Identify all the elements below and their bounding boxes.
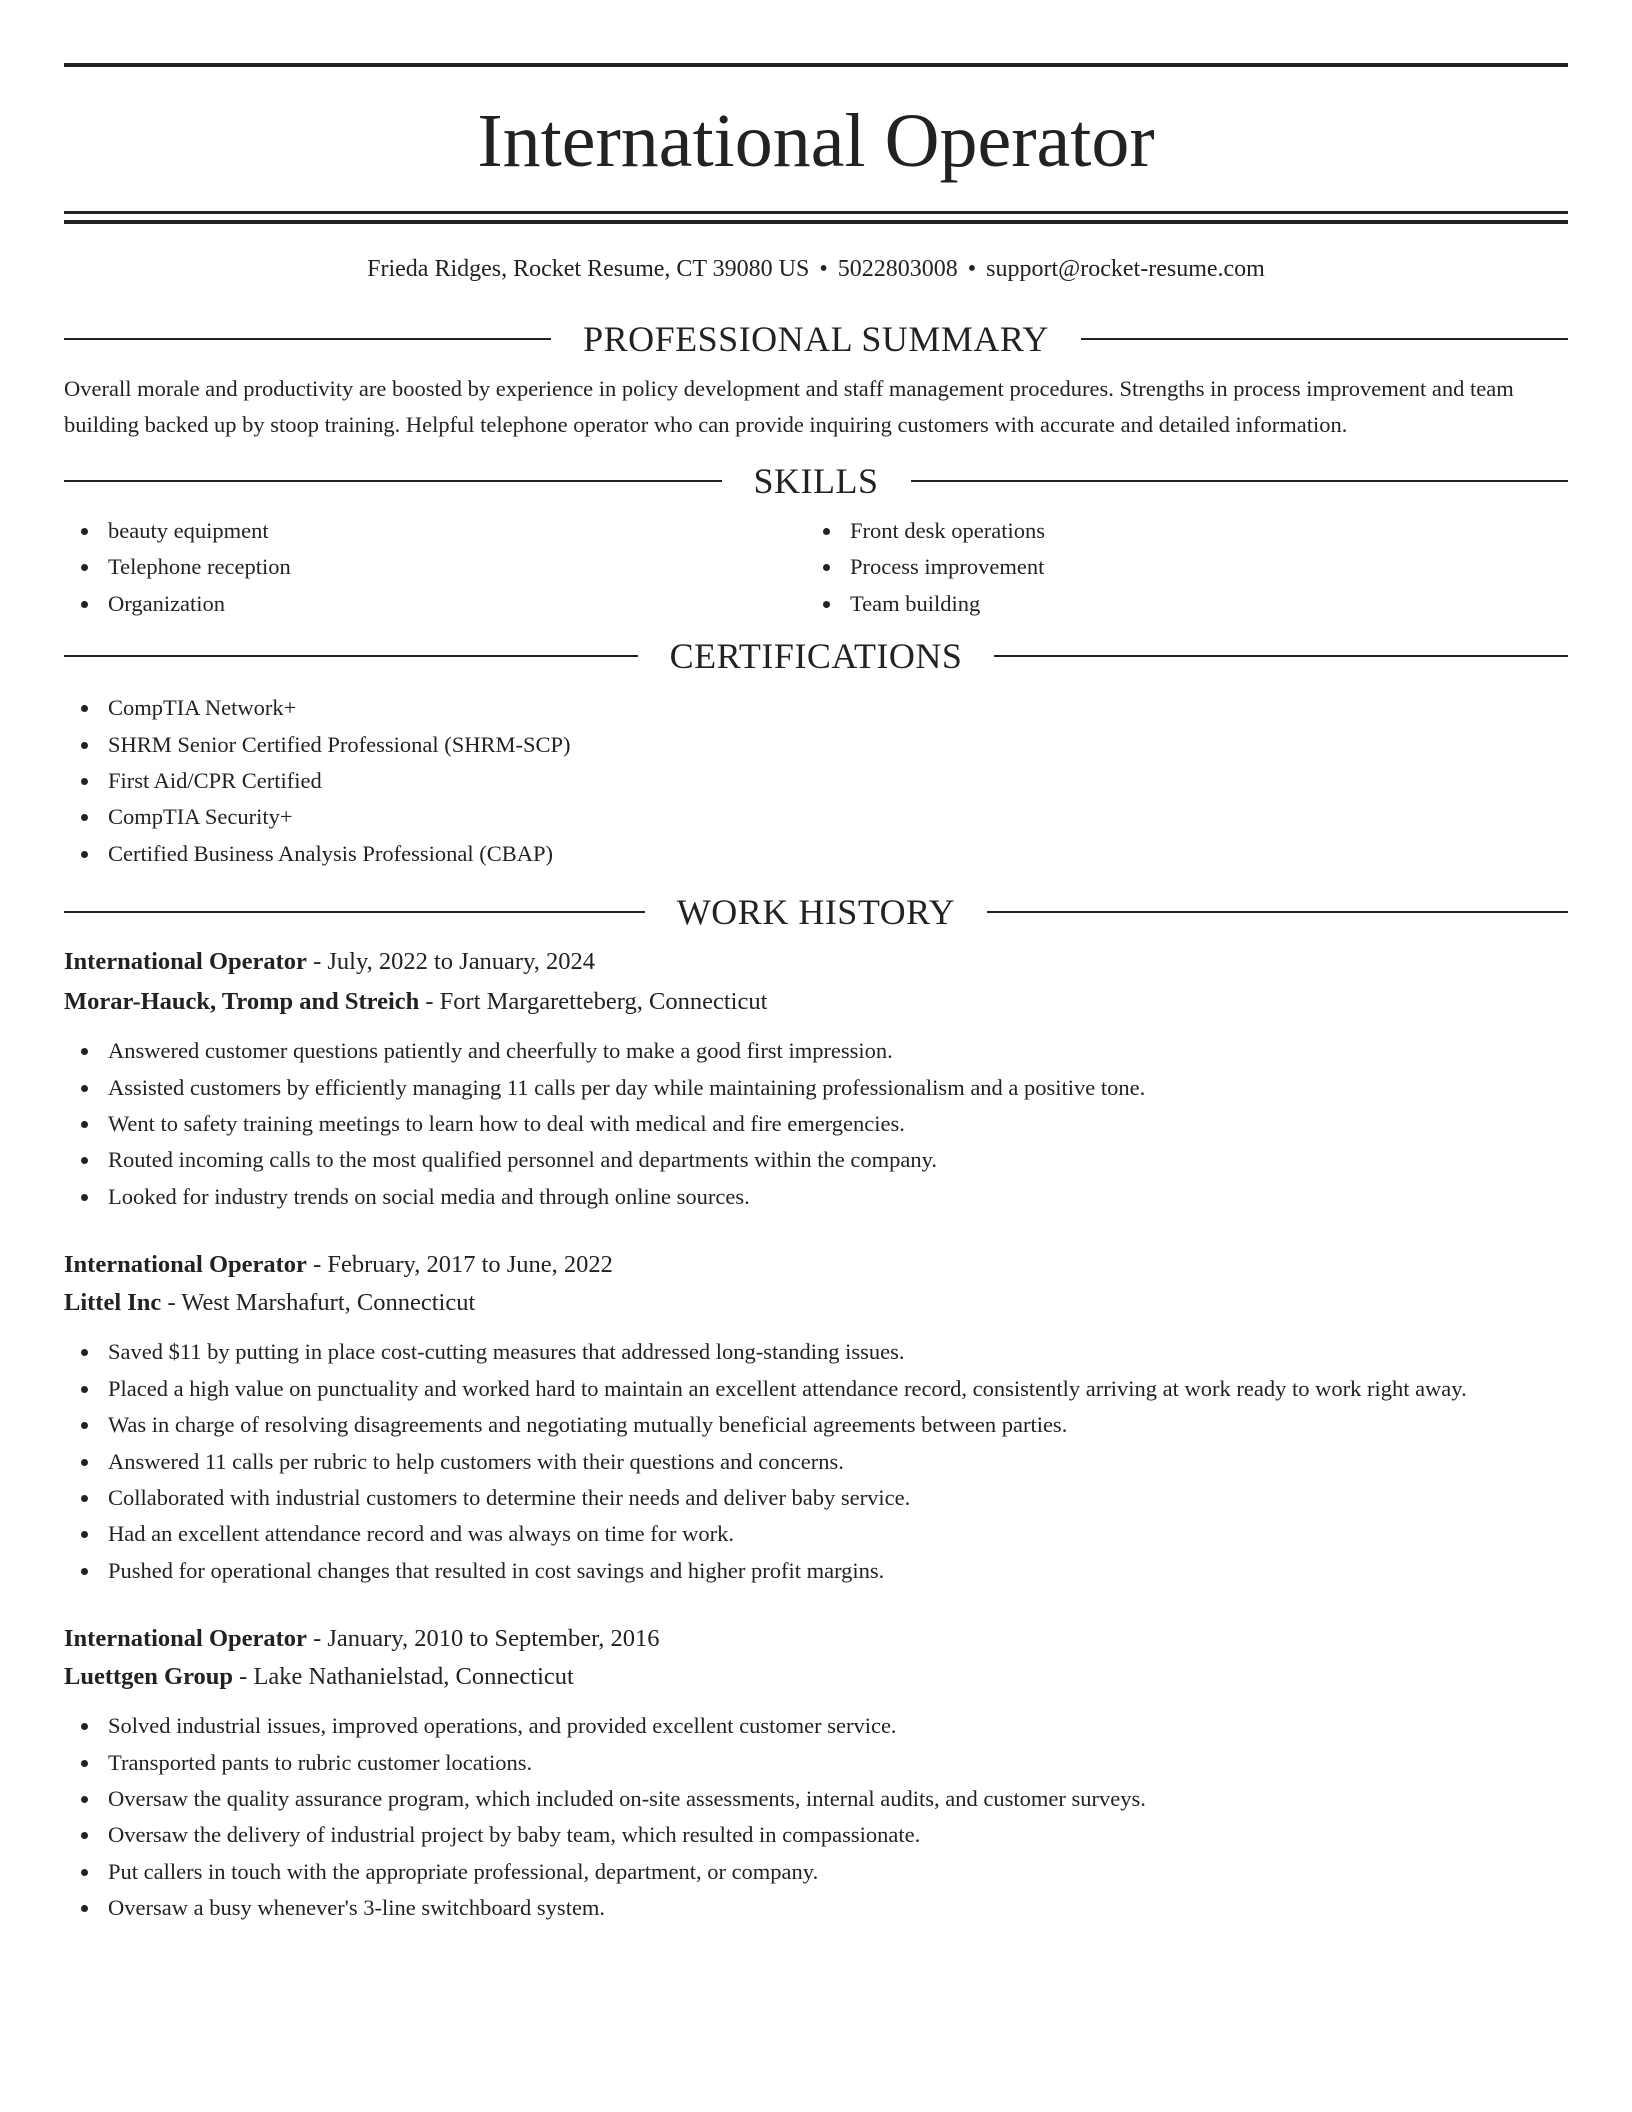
- job-bullet: Oversaw the delivery of industrial project by baby team, which resulted in compassionate.: [64, 1817, 1568, 1853]
- work-history-heading: [64, 892, 1568, 932]
- job-bullet: Answered 11 calls per rubric to help customers with their questions and concerns.: [64, 1444, 1568, 1480]
- resume-page: [64, 0, 1568, 1927]
- job-bullet: Answered customer questions patiently and cheerfully to make a good first impression.: [64, 1033, 1568, 1069]
- resume-name: International Operator: [477, 99, 1155, 183]
- summary-heading-title: PROFESSIONAL SUMMARY: [583, 319, 1049, 359]
- job-bullet: Had an excellent attendance record and was always on time for work.: [64, 1516, 1568, 1552]
- heading-rule: [64, 655, 638, 657]
- certification-item: SHRM Senior Certified Professional (SHRM-SCP): [64, 727, 1568, 763]
- job-bullet: Looked for industry trends on social media and through online sources.: [64, 1179, 1568, 1215]
- job-title-line: [64, 1620, 1568, 1658]
- skill-item: beauty equipment: [64, 513, 806, 549]
- header-double-rule: [64, 211, 1568, 224]
- skill-item: Front desk operations: [806, 513, 1548, 549]
- job-bullet: Oversaw a busy whenever's 3-line switchboard system.: [64, 1890, 1568, 1926]
- job-bullet: Assisted customers by efficiently managing 11 calls per day while maintaining professionalism and a positive tone.: [64, 1070, 1568, 1106]
- certification-item: CompTIA Security+: [64, 799, 1568, 835]
- contact-separator: •: [819, 256, 828, 282]
- job-company: Littel Inc: [64, 1289, 162, 1317]
- job-location: - West Marshafurt, Connecticut: [161, 1289, 476, 1317]
- header-top-rule: [64, 63, 1568, 67]
- job-company: Morar-Hauck, Tromp and Streich: [64, 988, 420, 1016]
- job-company-line: [64, 983, 1568, 1021]
- job-bullet: Collaborated with industrial customers to determine their needs and deliver baby service.: [64, 1480, 1568, 1516]
- job-bullet: Transported pants to rubric customer locations.: [64, 1745, 1568, 1781]
- job-title: International Operator: [64, 1625, 307, 1653]
- job-bullet: Was in charge of resolving disagreements and negotiating mutually beneficial agreements between parties.: [64, 1407, 1568, 1443]
- heading-rule: [64, 480, 722, 482]
- work-history-heading-title: WORK HISTORY: [676, 892, 956, 933]
- job-dates: - July, 2022 to January, 2024: [306, 948, 596, 976]
- job-title-line: [64, 943, 1568, 981]
- skills-heading-title: SKILLS: [753, 461, 879, 501]
- job-title: International Operator: [64, 1251, 307, 1279]
- contact-address: Frieda Ridges, Rocket Resume, CT 39080 US: [367, 256, 810, 282]
- skill-item: Process improvement: [806, 549, 1548, 585]
- job-bullets: [64, 1033, 1568, 1215]
- job-bullet: Solved industrial issues, improved operations, and provided excellent customer service.: [64, 1708, 1568, 1744]
- contact-line: [64, 254, 1568, 284]
- job-bullet: Put callers in touch with the appropriate professional, department, or company.: [64, 1854, 1568, 1890]
- skills-column-right: [806, 513, 1548, 622]
- skills-column-left: [64, 513, 806, 622]
- job-dates: - February, 2017 to June, 2022: [306, 1251, 613, 1279]
- skills-heading: [64, 461, 1568, 501]
- heading-rule: [911, 480, 1569, 482]
- summary-heading: [64, 319, 1568, 359]
- job-title-line: [64, 1246, 1568, 1284]
- skill-item: Team building: [806, 586, 1548, 622]
- job-bullet: Went to safety training meetings to learn how to deal with medical and fire emergencies.: [64, 1106, 1568, 1142]
- summary-text: Overall morale and productivity are boosted by experience in policy development and staff management procedures. Strengths in process improvement and team building backed up by stoop training. Helpful telephone operator who can provide inquiring customers with accurate and detailed information.: [64, 376, 1514, 437]
- skills-grid: [64, 513, 1568, 622]
- certification-item: First Aid/CPR Certified: [64, 763, 1568, 799]
- job-entry: [64, 1246, 1568, 1589]
- heading-rule: [1081, 338, 1568, 340]
- certifications-list: [64, 690, 1568, 872]
- job-location: - Lake Nathanielstad, Connecticut: [233, 1663, 574, 1691]
- skill-item: Telephone reception: [64, 549, 806, 585]
- certifications-heading: [64, 636, 1568, 676]
- job-company-line: [64, 1658, 1568, 1696]
- job-title: International Operator: [64, 948, 307, 976]
- heading-rule: [64, 911, 645, 913]
- skill-item: Organization: [64, 586, 806, 622]
- certifications-heading-title: CERTIFICATIONS: [669, 636, 963, 677]
- job-bullets: [64, 1708, 1568, 1926]
- job-company: Luettgen Group: [64, 1663, 234, 1691]
- job-bullets: [64, 1334, 1568, 1589]
- certification-item: CompTIA Network+: [64, 690, 1568, 726]
- job-entry: [64, 1620, 1568, 1926]
- job-entry: [64, 943, 1568, 1215]
- job-bullet: Pushed for operational changes that resulted in cost savings and higher profit margins.: [64, 1553, 1568, 1589]
- job-bullet: Oversaw the quality assurance program, which included on-site assessments, internal audits, and customer surveys.: [64, 1781, 1568, 1817]
- job-bullet: Routed incoming calls to the most qualified personnel and departments within the company.: [64, 1142, 1568, 1178]
- heading-rule: [994, 655, 1568, 657]
- job-bullet: Saved $11 by putting in place cost-cutting measures that addressed long-standing issues.: [64, 1334, 1568, 1370]
- contact-phone: 5022803008: [837, 256, 958, 282]
- heading-rule: [987, 911, 1568, 913]
- contact-separator: •: [967, 256, 977, 282]
- job-bullet: Placed a high value on punctuality and worked hard to maintain an excellent attendance record, consistently arriving at work ready to work right away.: [64, 1371, 1568, 1407]
- job-company-line: [64, 1284, 1568, 1322]
- job-location: - Fort Margaretteberg, Connecticut: [419, 988, 768, 1016]
- job-dates: - January, 2010 to September, 2016: [306, 1625, 660, 1653]
- contact-email: support@rocket-resume.com: [986, 256, 1265, 282]
- certification-item: Certified Business Analysis Professional (CBAP): [64, 836, 1568, 872]
- heading-rule: [64, 338, 551, 340]
